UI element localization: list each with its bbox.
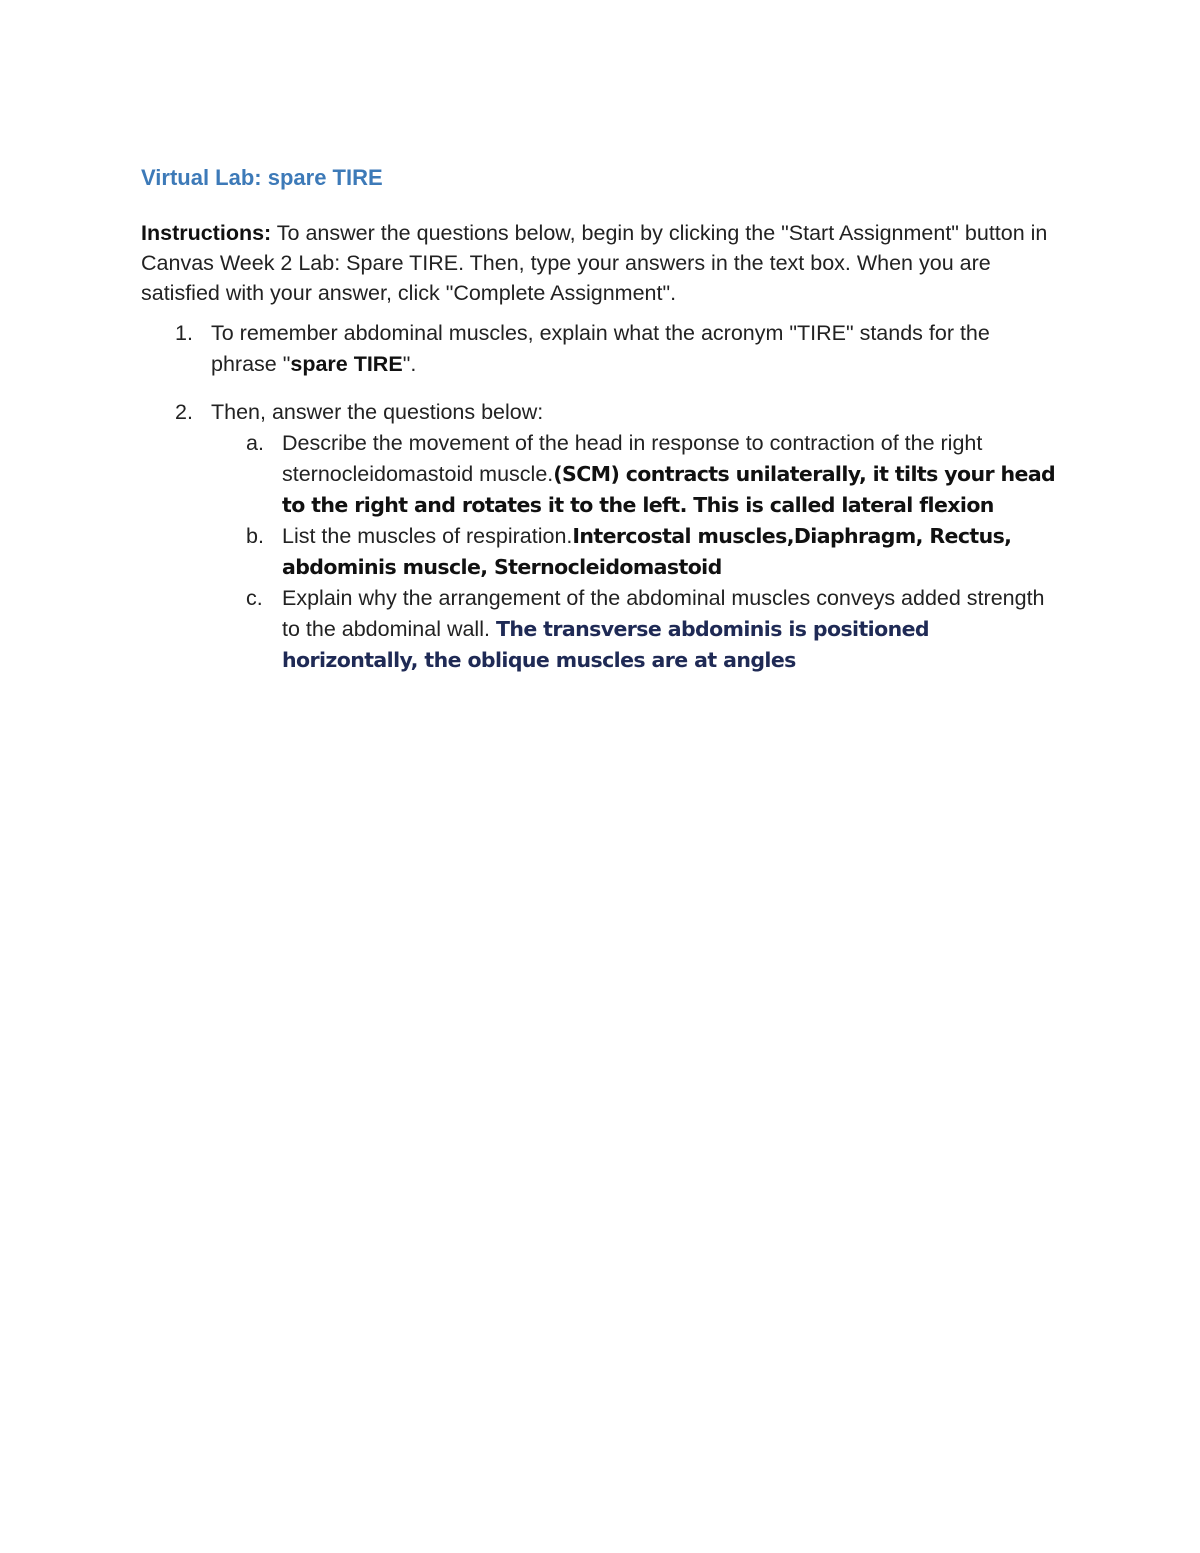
question-1-text-end: ". bbox=[402, 352, 417, 376]
document-page bbox=[141, 160, 1061, 676]
sub-question-b bbox=[211, 521, 1061, 583]
sub-question-letter: c. bbox=[246, 586, 263, 610]
sub-question-a-prompt: Describe the movement of the head in response to contraction of the right sternocleidomastoid muscle. bbox=[282, 431, 983, 486]
question-1-bold-phrase: spare TIRE bbox=[290, 352, 403, 376]
question-2-text: Then, answer the questions below: bbox=[211, 400, 544, 424]
instructions-text: To answer the questions below, begin by clicking the "Start Assignment" button in Canvas Week 2 Lab: Spare TIRE. Then, type your answers in the text box. When you are satisfied with your answer, click "Complete Assignment". bbox=[141, 221, 1048, 305]
document-title: Virtual Lab: spare TIRE bbox=[141, 165, 383, 190]
sub-question-a bbox=[211, 428, 1061, 521]
sub-question-c-prompt: Explain why the arrangement of the abdominal muscles conveys added strength to the abdominal wall. bbox=[282, 586, 1045, 641]
sub-question-c-answer: The transverse abdominis is positioned horizontally, the oblique muscles are at angles bbox=[282, 617, 929, 672]
question-list bbox=[141, 318, 1061, 676]
question-number: 2. bbox=[175, 400, 193, 424]
sub-question-letter: b. bbox=[246, 524, 264, 548]
sub-question-a-answer: (SCM) contracts unilaterally, it tilts your head to the right and rotates it to the left. This is called lateral flexion bbox=[282, 462, 1056, 517]
instructions-label: Instructions: bbox=[141, 221, 272, 245]
instructions-paragraph bbox=[141, 218, 1061, 308]
sub-question-c bbox=[211, 583, 1061, 676]
sub-question-b-prompt: List the muscles of respiration. bbox=[282, 524, 573, 548]
sub-question-b-answer: Intercostal muscles,Diaphragm, Rectus, abdominis muscle, Sternocleidomastoid bbox=[282, 524, 1012, 579]
sub-question-letter: a. bbox=[246, 431, 264, 455]
sub-question-list bbox=[211, 428, 1061, 676]
question-2 bbox=[141, 397, 1061, 676]
question-1-text: To remember abdominal muscles, explain what the acronym "TIRE" stands for the phrase " bbox=[211, 321, 990, 376]
question-1 bbox=[141, 318, 1061, 380]
question-number: 1. bbox=[175, 321, 193, 345]
